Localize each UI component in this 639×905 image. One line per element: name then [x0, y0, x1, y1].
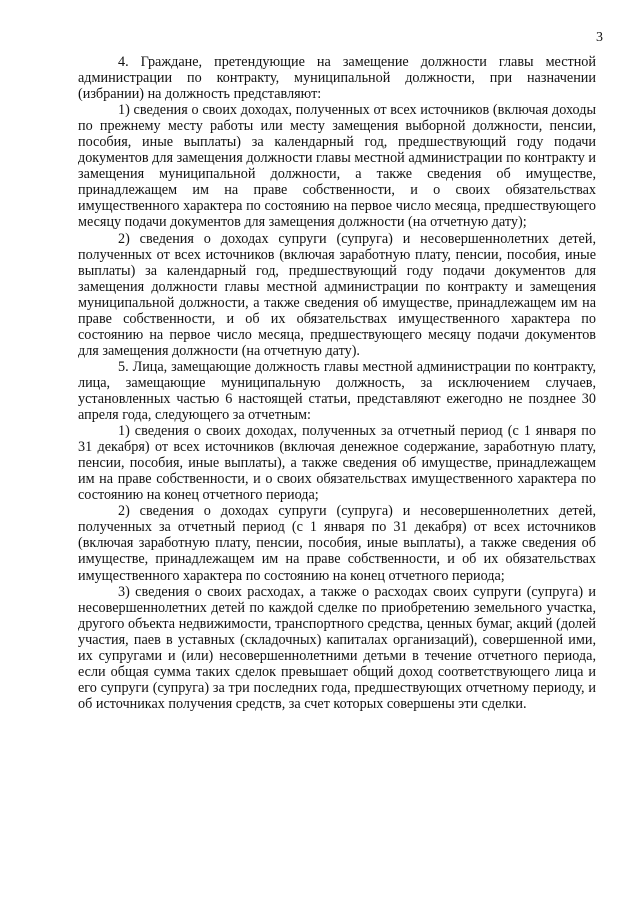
paragraph-5-item-2: 2) сведения о доходах супруги (супруга) и несовершеннолетних детей, полученных за отчетный период (с 1 января по 31 декабря) от всех источников (включая заработную плату, пенсии, пособия, иные выплаты), а также сведения об имуществе, принадлежащем им на праве собственности, и об их обязательствах имущественного характера по состоянию на конец отчетного периода;	[78, 503, 596, 584]
paragraph-4-item-1: 1) сведения о своих доходах, полученных от всех источников (включая доходы по прежнему месту работы или месту замещения выборной должности, пенсии, пособия, иные выплаты) за календарный год, предшествующий году подачи документов для замещения должности главы местной администрации по контракту и замещения муниципальной должности, а также сведения об имуществе, принадлежащем им на праве собственности, и о своих обязательствах имущественного характера по состоянию на первое число месяца, предшествующего месяцу подачи документов для замещения должности (на отчетную дату);	[78, 102, 596, 231]
page-number: 3	[596, 30, 603, 45]
paragraph-4-item-2: 2) сведения о доходах супруги (супруга) и несовершеннолетних детей, полученных от всех источников (включая заработную плату, пенсии, пособия, иные выплаты) за календарный год, предшествующий году подачи документов для замещения должности главы местной администрации по контракту и замещения муниципальной должности, а также сведения об имуществе, принадлежащем им на праве собственности, и об их обязательствах имущественного характера по состоянию на первое число месяца, предшествующего месяцу подачи документов для замещения должности (на отчетную дату).	[78, 230, 596, 359]
paragraph-5: 5. Лица, замещающие должность главы местной администрации по контракту, лица, замещающие муниципальную должность, за исключением случаев, установленных частью 6 настоящей статьи, представляют ежегодно не позднее 30 апреля года, следующего за отчетным:	[78, 358, 596, 424]
document-body	[78, 54, 596, 712]
paragraph-5-item-1: 1) сведения о своих доходах, полученных за отчетный период (с 1 января по 31 декабря) от всех источников (включая денежное содержание, заработную плату, пенсии, пособия, иные выплаты), а также сведения об имуществе, принадлежащем им на праве собственности, и о своих обязательствах имущественного характера по состоянию на конец отчетного периода;	[78, 423, 596, 504]
paragraph-4: 4. Граждане, претендующие на замещение должности главы местной администрации по контракту, муниципальной должности, при назначении (избрании) на должность представляют:	[78, 54, 596, 103]
paragraph-5-item-3: 3) сведения о своих расходах, а также о расходах своих супруги (супруга) и несовершеннолетних детей по каждой сделке по приобретению земельного участка, другого объекта недвижимости, транспортного средства, ценных бумаг, акций (долей участия, паев в уставных (складочных) капиталах организаций), совершенной ими, их супругами и (или) несовершеннолетними детьми в течение отчетного периода, если общая сумма таких сделок превышает общий доход соответствующего лица и его супруги (супруга) за три последних года, предшествующих отчетному периоду, и об источниках получения средств, за счет которых совершены эти сделки.	[78, 583, 596, 712]
